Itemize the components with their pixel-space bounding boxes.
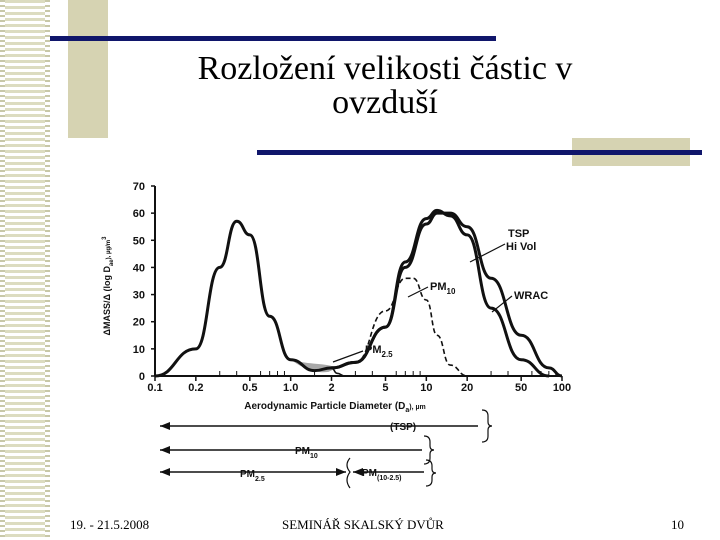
y-tick-label: 70	[132, 181, 145, 193]
tsp-range-arrow	[160, 422, 170, 430]
y-tick-label: 0	[138, 371, 145, 383]
footer-title: SEMINÁŘ SKALSKÝ DVŮR	[282, 517, 444, 532]
pm10-range-arrow	[160, 446, 170, 454]
wrac-pointer	[492, 296, 512, 312]
title-line-1: Rozložení velikosti částic v	[197, 50, 573, 87]
y-tick-label: 20	[132, 316, 145, 329]
x-tick-label: 100	[552, 382, 572, 394]
y-tick-label: 10	[132, 343, 145, 356]
series-line-tsp-hi-vol	[155, 210, 549, 376]
chart-labels	[102, 228, 548, 414]
x-tick-label: 10	[420, 382, 433, 394]
x-tick-label: 50	[515, 382, 528, 394]
chart-series	[155, 210, 562, 376]
y-axis-label: ΔMASS/Δ (log $D_{ae}^{), \mu g/m3}$	[102, 236, 115, 336]
series-line-pm2-5	[250, 235, 345, 376]
x-tick-label: 0.5	[242, 382, 258, 394]
x-tick-label: 1.0	[283, 382, 299, 394]
curve-label-hivol: Hi Vol	[506, 241, 537, 253]
range-label-pm25: $PM_{2.5}$	[240, 469, 265, 483]
size-range-arrows	[160, 410, 492, 488]
pm25-range-cut	[347, 458, 350, 488]
range-label-pmcoarse: $PM_{(10-2.5)}$	[362, 468, 402, 482]
x-tick-label: 0.2	[188, 382, 204, 394]
pm25-range-arrow-right	[336, 468, 346, 476]
page-number: 10	[671, 517, 684, 532]
pm10-pointer	[408, 287, 428, 297]
x-tick-label: 0.1	[147, 382, 163, 394]
y-tick-label: 50	[132, 235, 145, 248]
x-tick-label: 20	[461, 382, 474, 394]
y-tick-label: 30	[132, 289, 145, 302]
curve-label-pm10: $PM_{10}$	[430, 281, 456, 296]
y-tick-label: 60	[132, 208, 145, 221]
y-tick-label: 40	[132, 262, 145, 275]
pm10-range-brace	[424, 436, 434, 464]
title-line-2: ovzduší	[332, 84, 438, 121]
footer-date: 19. - 21.5.2008	[70, 517, 150, 532]
curve-label-tsp: TSP	[508, 228, 530, 240]
pm25-range-arrow	[160, 468, 170, 476]
range-label-tsp: (TSP)	[390, 422, 417, 433]
tsp-range-brace	[482, 410, 492, 442]
x-tick-label: 5	[382, 382, 389, 394]
x-axis-label: Aerodynamic Particle Diameter ($D_a^{), \mu m}$	[244, 401, 426, 414]
x-tick-label: 2	[328, 382, 335, 394]
chart-axes	[155, 186, 562, 376]
curve-label-pm25: $PM_{2.5}$	[365, 344, 393, 359]
range-label-pm10: $PM_{10}$	[295, 446, 318, 460]
curve-label-wrac: WRAC	[514, 290, 549, 302]
